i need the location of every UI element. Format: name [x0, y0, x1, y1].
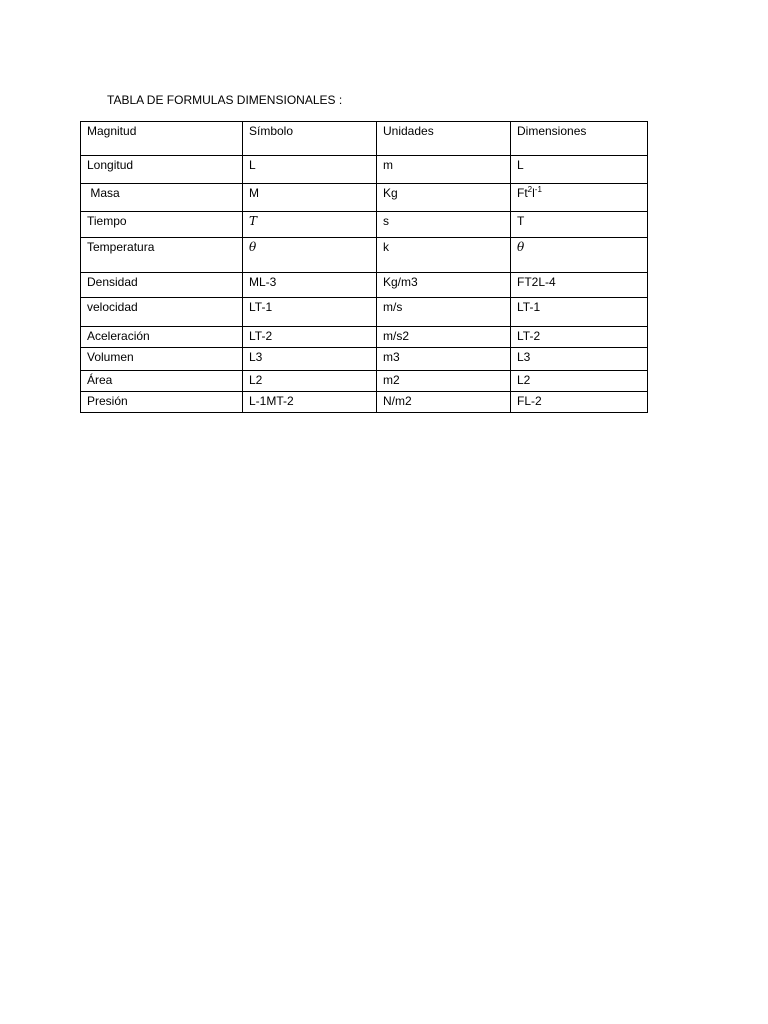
cell-simbolo: L-1MT-2 [243, 392, 377, 413]
cell-unidades: m3 [377, 348, 511, 371]
dim-exponent-1: 2 [527, 185, 533, 194]
header-dimensiones: Dimensiones [511, 122, 648, 156]
cell-simbolo: ML-3 [243, 273, 377, 298]
cell-magnitud: Longitud [81, 156, 243, 184]
cell-simbolo: LT-1 [243, 298, 377, 327]
table-header-row [81, 122, 648, 156]
cell-dimensiones: FL-2 [511, 392, 648, 413]
table-row [81, 348, 648, 371]
cell-magnitud: Masa [81, 184, 243, 212]
cell-dimensiones: L2 [511, 371, 648, 392]
cell-dimensiones: LT-2 [511, 327, 648, 348]
cell-magnitud: Área [81, 371, 243, 392]
header-magnitud: Magnitud [81, 122, 243, 156]
table-row [81, 298, 648, 327]
table-row [81, 371, 648, 392]
cell-magnitud: Aceleración [81, 327, 243, 348]
cell-unidades: m/s2 [377, 327, 511, 348]
cell-dimensiones: LT-1 [511, 298, 648, 327]
table-row [81, 184, 648, 212]
cell-simbolo: L [243, 156, 377, 184]
cell-magnitud: Presión [81, 392, 243, 413]
dim-mid: l [532, 186, 535, 200]
document-title: TABLA DE FORMULAS DIMENSIONALES : [107, 93, 343, 107]
cell-magnitud: velocidad [81, 298, 243, 327]
cell-unidades: m/s [377, 298, 511, 327]
table-row [81, 392, 648, 413]
cell-dimensiones: FT2L-4 [511, 273, 648, 298]
table-row [81, 327, 648, 348]
cell-dimensiones: θ [511, 238, 648, 273]
cell-unidades: m2 [377, 371, 511, 392]
cell-simbolo: M [243, 184, 377, 212]
cell-simbolo: T [243, 212, 377, 238]
table-row [81, 238, 648, 273]
cell-simbolo: L3 [243, 348, 377, 371]
table-row [81, 273, 648, 298]
cell-unidades: m [377, 156, 511, 184]
dimensional-formulas-table [80, 121, 648, 413]
cell-unidades: Kg/m3 [377, 273, 511, 298]
cell-simbolo: L2 [243, 371, 377, 392]
table-row [81, 212, 648, 238]
cell-dimensiones [511, 184, 648, 212]
table-row [81, 156, 648, 184]
cell-magnitud: Tiempo [81, 212, 243, 238]
cell-dimensiones: T [511, 212, 648, 238]
header-unidades: Unidades [377, 122, 511, 156]
dim-base: Ft [517, 186, 528, 200]
cell-simbolo: LT-2 [243, 327, 377, 348]
cell-magnitud: Temperatura [81, 238, 243, 273]
cell-unidades: Kg [377, 184, 511, 212]
cell-dimensiones: L [511, 156, 648, 184]
cell-simbolo: θ [243, 238, 377, 273]
cell-dimensiones: L3 [511, 348, 648, 371]
cell-magnitud: Volumen [81, 348, 243, 371]
cell-unidades: N/m2 [377, 392, 511, 413]
header-simbolo: Símbolo [243, 122, 377, 156]
cell-magnitud: Densidad [81, 273, 243, 298]
dim-exponent-2: -1 [534, 185, 542, 194]
cell-unidades: k [377, 238, 511, 273]
cell-unidades: s [377, 212, 511, 238]
